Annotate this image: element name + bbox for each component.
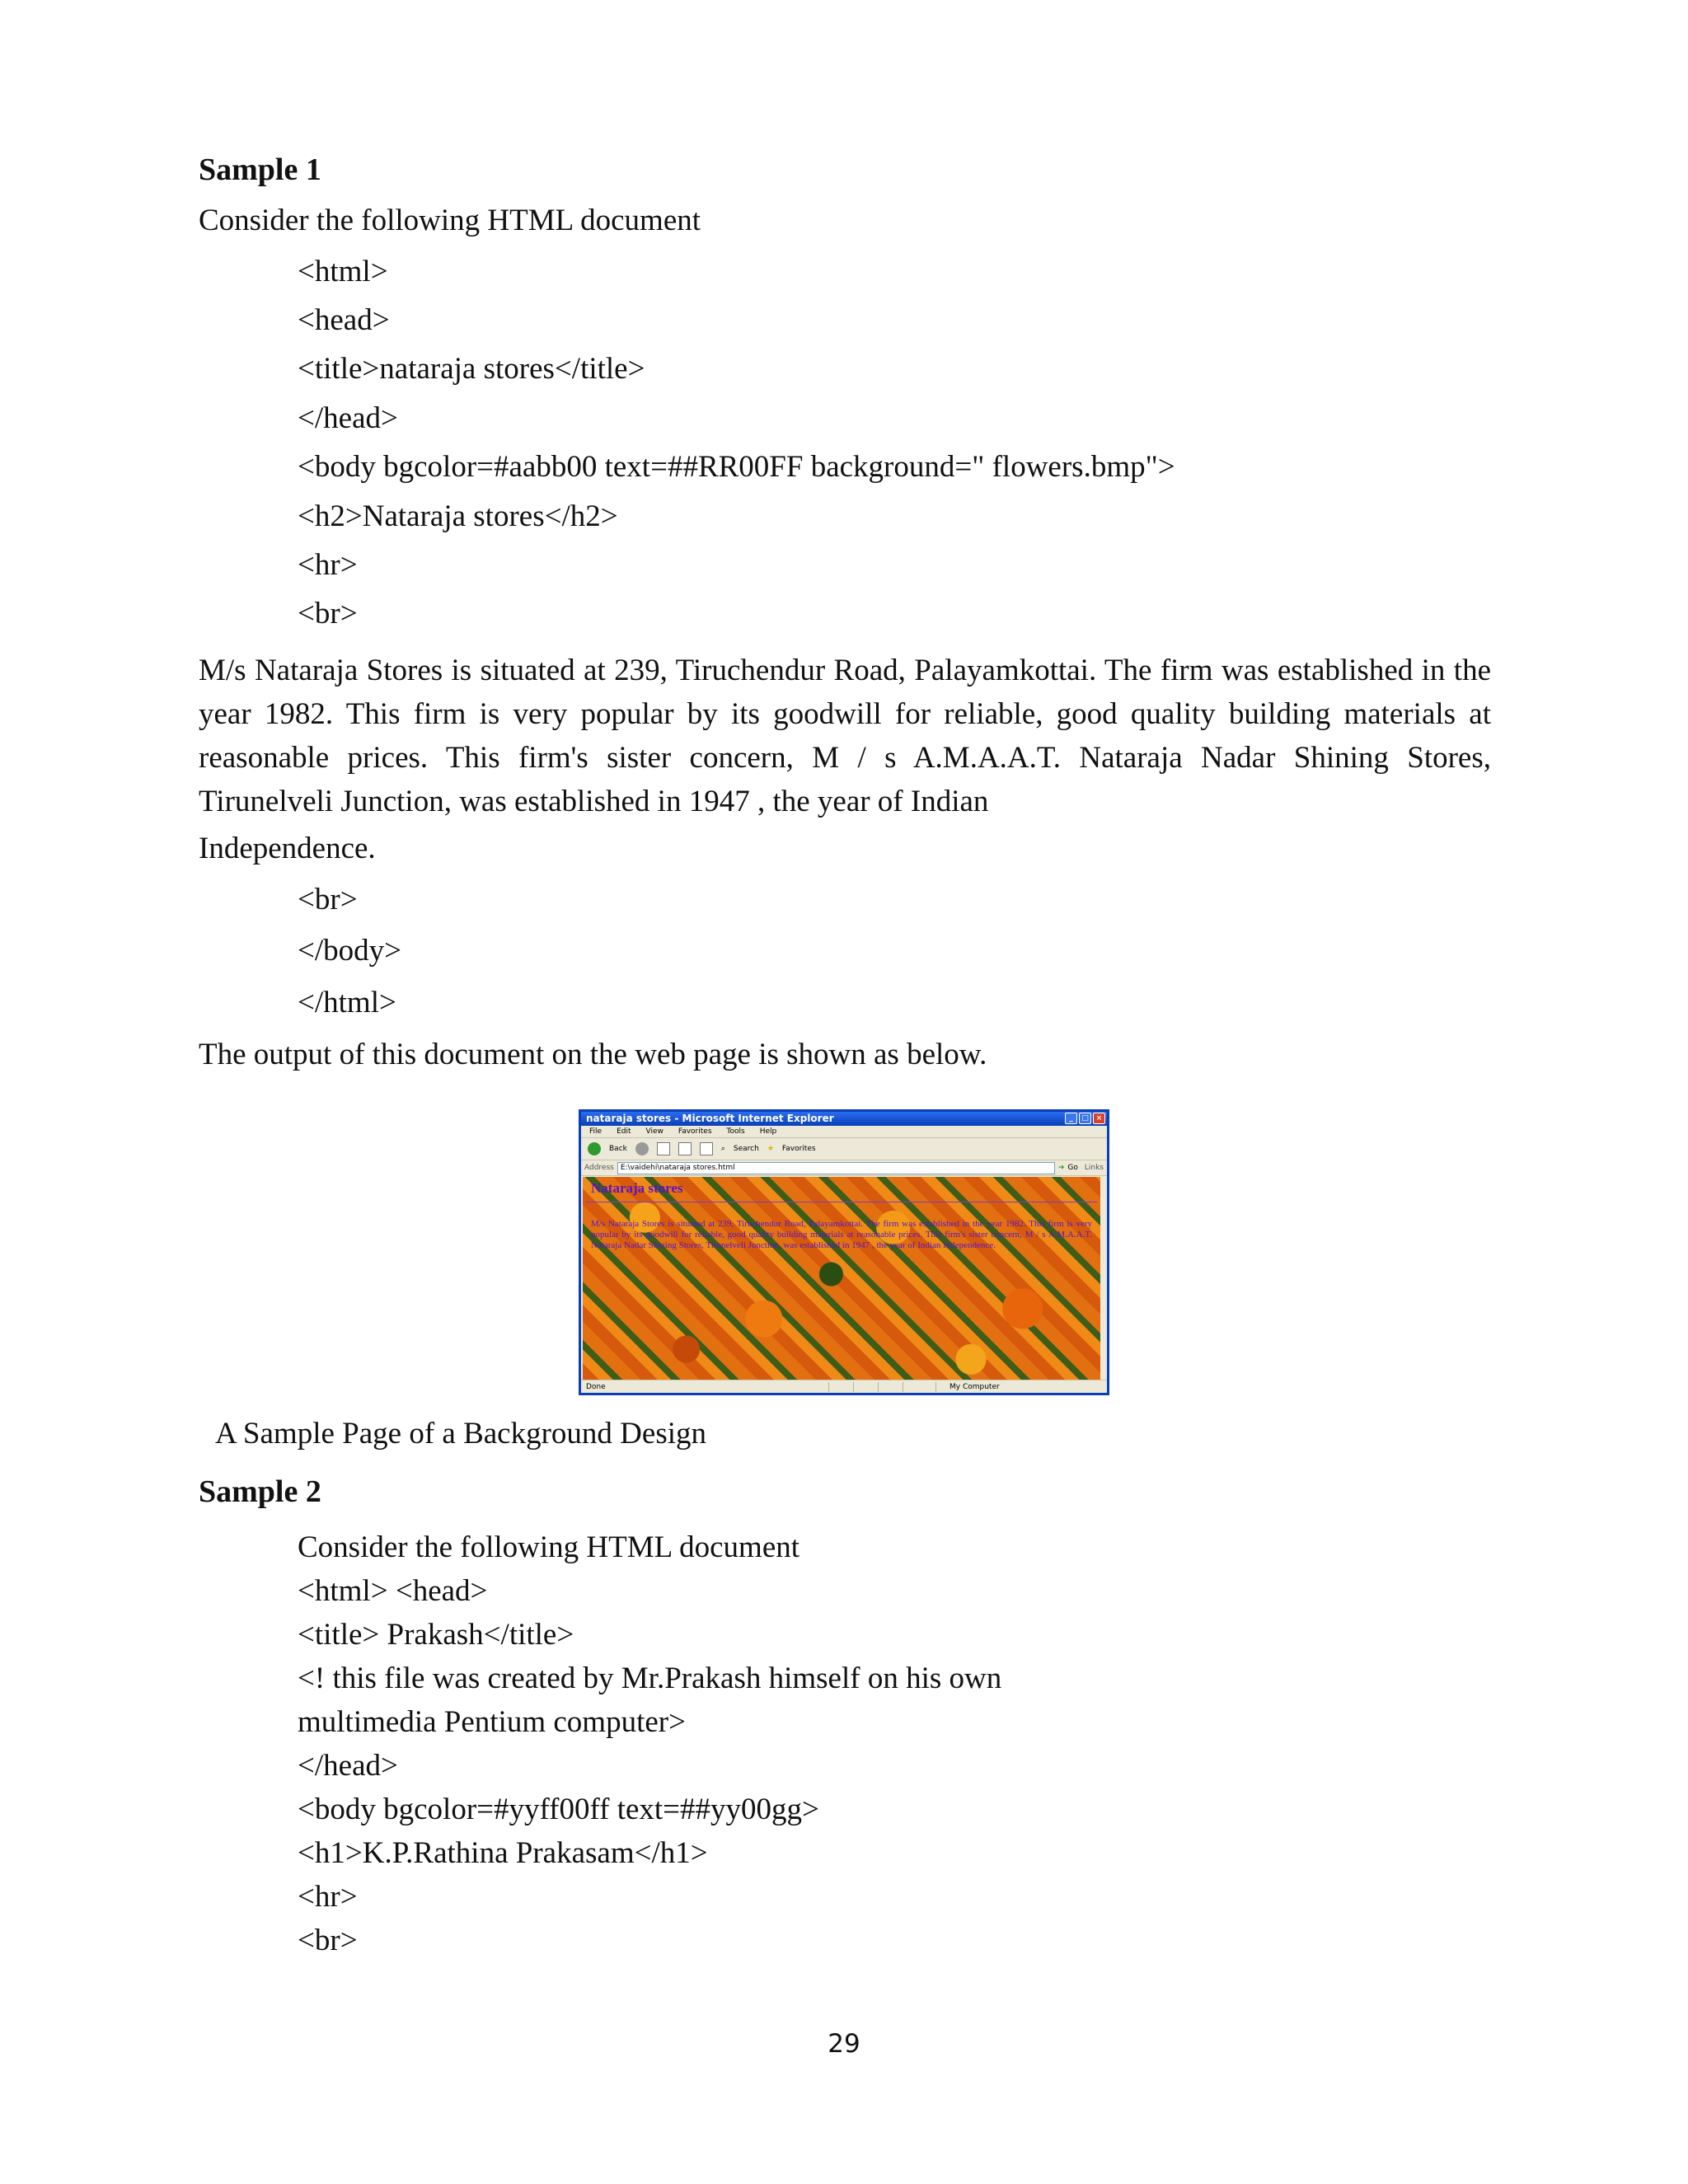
browser-screenshot — [579, 1109, 1109, 1395]
rendered-paragraph: M/s Nataraja Stores is situated at 239, Tiruchendur Road, Palayamkottai. The firm was established in the year 1982. This firm is very popular by its goodwill for reliable, good quality building materials at reasonable prices. This firm's sister concern, M / s A.M.A.A.T. Nataraja Nadar Shining Stores, Tirunelveli Junction, was established in 1947 , the year of Indian Independence. — [591, 1219, 1092, 1250]
code-line: <h2>Nataraja stores</h2> — [298, 499, 618, 533]
page-number: 29 — [828, 2029, 860, 2059]
back-icon — [588, 1142, 601, 1155]
go-label: Go — [1067, 1164, 1078, 1172]
browser-address-bar — [581, 1160, 1107, 1176]
description-paragraph: M/s Nataraja Stores is situated at 239, Tiruchendur Road, Palayamkottai. The firm was established in the year 1982. This firm is very popular by its goodwill for reliable, good quality building materials at reasonable prices. This firm's sister concern, M / s A.M.A.A.T. Nataraja Nadar Shining Stores, Tirunelveli Junction, was established in 1947 , the year of Indian — [199, 654, 1491, 818]
code-line: </head> — [298, 401, 398, 435]
browser-page-content — [583, 1177, 1100, 1380]
status-zone: My Computer — [950, 1383, 1000, 1391]
sample2-line: multimedia Pentium computer> — [298, 1705, 686, 1739]
search-label: Search — [733, 1145, 759, 1153]
sample2-heading: Sample 2 — [199, 1474, 321, 1509]
code-line: <hr> — [298, 548, 358, 582]
sample1-heading: Sample 1 — [199, 152, 321, 187]
sample2-line: <title> Prakash</title> — [298, 1618, 574, 1652]
forward-icon — [635, 1142, 649, 1155]
code-line: </body> — [298, 934, 402, 968]
sample2-line: <html> <head> — [298, 1574, 488, 1608]
menu-tools: Tools — [726, 1127, 745, 1136]
status-divider — [853, 1382, 854, 1392]
browser-toolbar — [581, 1138, 1107, 1160]
sample2-line: Consider the following HTML document — [298, 1530, 800, 1564]
favorites-label: Favorites — [781, 1145, 816, 1153]
status-divider — [878, 1382, 879, 1392]
go-icon: ➜ — [1057, 1164, 1065, 1172]
home-icon — [700, 1142, 713, 1155]
search-icon: ⌕ — [720, 1145, 725, 1153]
address-label: Address — [584, 1164, 614, 1172]
close-icon: × — [1093, 1113, 1105, 1124]
browser-menu-bar — [581, 1126, 1107, 1138]
address-field: E:\vaidehi\nataraja stores.html — [617, 1162, 1055, 1174]
menu-edit: Edit — [617, 1127, 631, 1136]
code-line: <br> — [298, 883, 358, 916]
browser-status-bar — [581, 1380, 1107, 1393]
code-line: <head> — [298, 303, 390, 337]
sample2-line: <body bgcolor=#yyff00ff text=##yy00gg> — [298, 1793, 819, 1826]
code-line: </html> — [298, 986, 396, 1019]
minimize-icon: _ — [1065, 1113, 1077, 1124]
description-paragraph-end: Independence. — [199, 832, 376, 865]
back-label: Back — [609, 1145, 627, 1153]
refresh-icon — [678, 1142, 692, 1155]
sample2-line: <! this file was created by Mr.Prakash himself on his own — [298, 1661, 1002, 1695]
stop-icon — [657, 1142, 670, 1155]
output-note: The output of this document on the web page is shown as below. — [199, 1038, 987, 1071]
links-label: Links — [1084, 1164, 1104, 1172]
browser-title: nataraja stores - Microsoft Internet Explorer — [586, 1113, 834, 1124]
sample2-line: <h1>K.P.Rathina Prakasam</h1> — [298, 1836, 708, 1870]
figure-caption: A Sample Page of a Background Design — [215, 1417, 706, 1451]
status-divider — [828, 1382, 829, 1392]
rendered-heading: Nataraja stores — [591, 1180, 683, 1196]
menu-help: Help — [759, 1127, 777, 1136]
sample2-line: <hr> — [298, 1880, 358, 1914]
sample2-line: </head> — [298, 1749, 398, 1783]
menu-file: File — [589, 1127, 603, 1136]
status-divider — [935, 1382, 936, 1392]
code-line: <html> — [298, 255, 388, 288]
favorites-icon: ★ — [767, 1145, 774, 1153]
sample1-intro: Consider the following HTML document — [199, 204, 701, 237]
code-line: <body bgcolor=#aabb00 text=##RR00FF background=" flowers.bmp"> — [298, 450, 1175, 484]
status-done: Done — [586, 1383, 606, 1391]
maximize-icon: □ — [1079, 1113, 1091, 1124]
menu-favorites: Favorites — [678, 1127, 712, 1136]
sample2-line: <br> — [298, 1924, 358, 1957]
code-line: <br> — [298, 597, 358, 630]
browser-title-bar — [581, 1112, 1107, 1126]
code-line: <title>nataraja stores</title> — [298, 352, 645, 386]
menu-view: View — [645, 1127, 663, 1136]
